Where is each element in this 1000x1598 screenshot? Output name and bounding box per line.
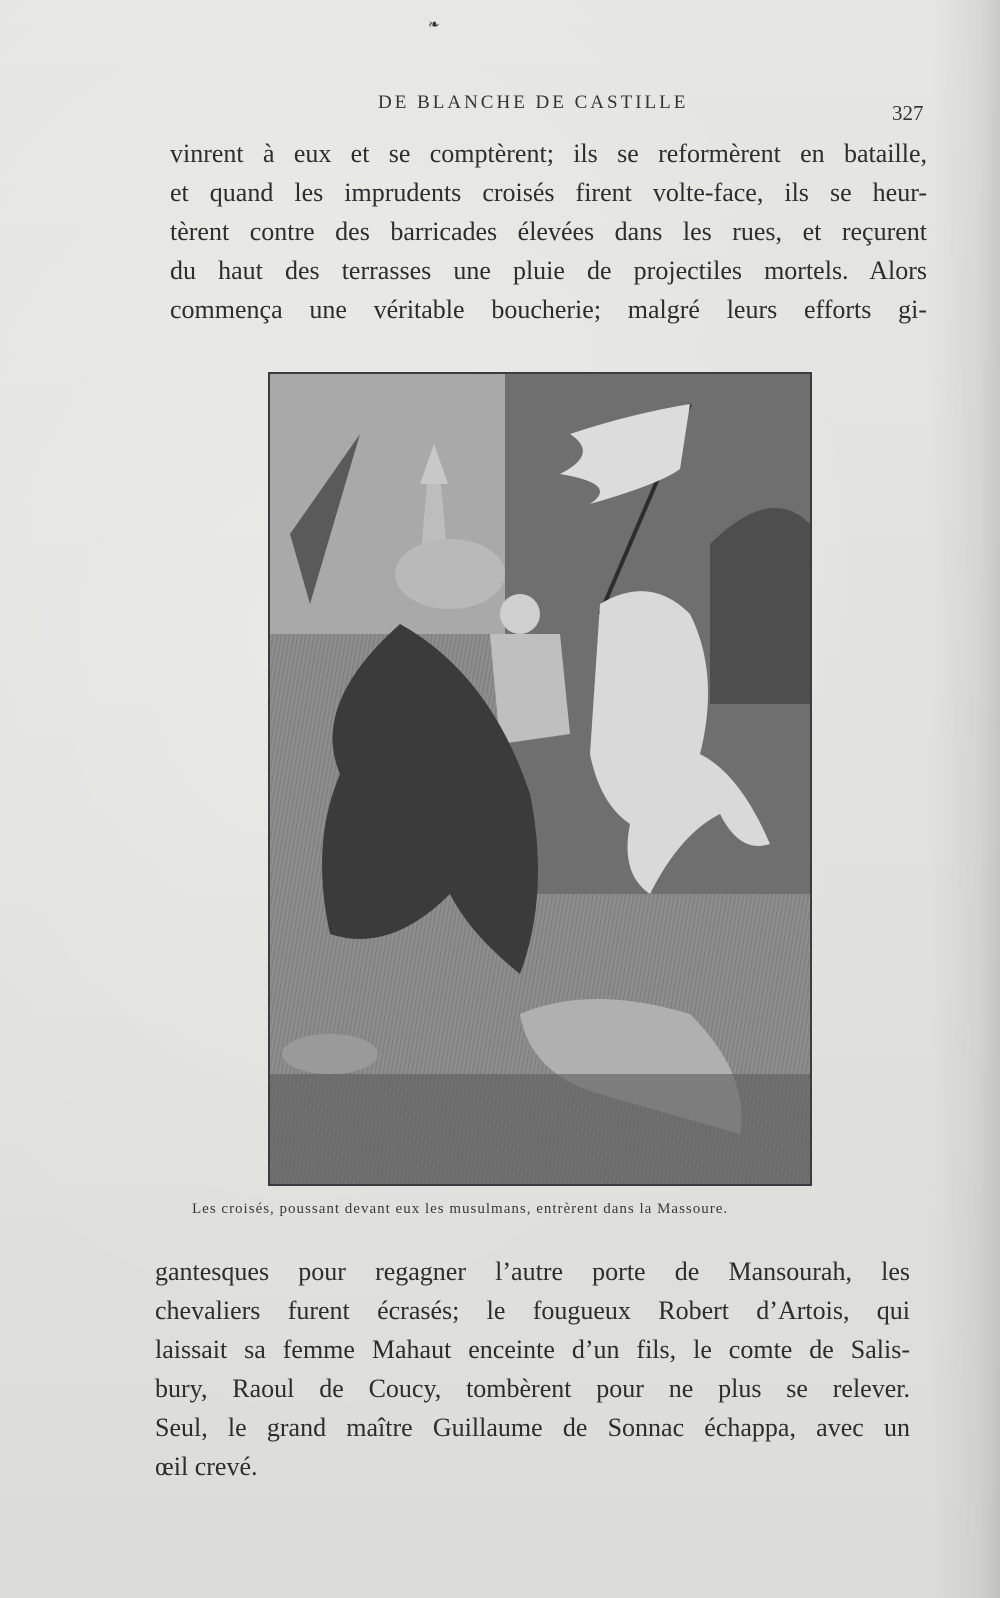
text-line: du haut des terrasses une pluie de projectiles mortels. Alors [170, 256, 927, 285]
lower-paragraph [155, 1252, 910, 1486]
running-head: DE BLANCHE DE CASTILLE [378, 92, 689, 113]
text-line: Seul, le grand maître Guillaume de Sonnac échappa, avec un [155, 1413, 910, 1442]
text-line: commença une véritable boucherie; malgré leurs efforts gi- [170, 295, 927, 324]
shield [282, 1034, 378, 1074]
upper-paragraph [170, 134, 927, 329]
illustration-caption: Les croisés, poussant devant eux les musulmans, entrèrent dans la Massoure. [192, 1201, 729, 1217]
text-line: chevaliers furent écrasés; le fougueux Robert d’Artois, qui [155, 1296, 910, 1325]
ornament-mark: ❧ [428, 18, 440, 33]
text-line: œil crevé. [155, 1452, 258, 1481]
page-edge-shadow [930, 0, 1000, 1598]
text-line: bury, Raoul de Coucy, tombèrent pour ne plus se relever. [155, 1374, 910, 1403]
knight-head [500, 594, 540, 634]
knight-body [490, 634, 570, 744]
text-line: gantesques pour regagner l’autre porte de Mansourah, les [155, 1257, 910, 1286]
archway [710, 508, 810, 704]
text-line: tèrent contre des barricades élevées dans les rues, et reçurent [170, 217, 927, 246]
battle-engraving [268, 372, 812, 1186]
text-line: vinrent à eux et se comptèrent; ils se reformèrent en bataille, [170, 139, 927, 168]
ground [270, 1074, 810, 1184]
text-line: laissait sa femme Mahaut enceinte d’un fils, le comte de Salis- [155, 1335, 910, 1364]
dome [395, 539, 505, 609]
page-number: 327 [892, 101, 924, 125]
engraving-artwork [270, 374, 810, 1184]
text-line: et quand les imprudents croisés firent volte-face, ils se heur- [170, 178, 927, 207]
